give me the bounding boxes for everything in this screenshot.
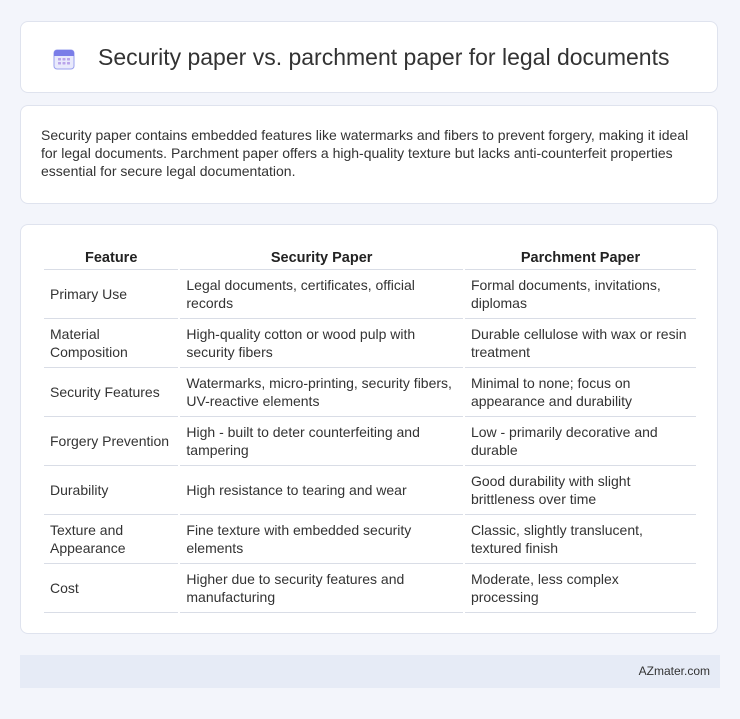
feature-cell: Material Composition	[44, 319, 178, 368]
security-paper-cell: Watermarks, micro-printing, security fibers, UV-reactive elements	[180, 368, 463, 417]
header-feature: Feature	[44, 247, 178, 270]
footer-site-link[interactable]: AZmater.com	[638, 664, 710, 678]
parchment-paper-cell: Formal documents, invitations, diplomas	[465, 270, 696, 319]
feature-cell: Security Features	[44, 368, 178, 417]
feature-cell: Forgery Prevention	[44, 417, 178, 466]
parchment-paper-cell: Classic, slightly translucent, textured finish	[465, 515, 696, 564]
header-security-paper: Security Paper	[180, 247, 463, 270]
title-card	[20, 21, 718, 93]
feature-cell: Primary Use	[44, 270, 178, 319]
parchment-paper-cell: Durable cellulose with wax or resin treatment	[465, 319, 696, 368]
comparison-table-card	[20, 224, 718, 634]
feature-cell: Durability	[44, 466, 178, 515]
page-title: Security paper vs. parchment paper for legal documents	[98, 44, 670, 70]
table-row	[44, 466, 696, 515]
security-paper-cell: Higher due to security features and manufacturing	[180, 564, 463, 613]
security-paper-cell: High-quality cotton or wood pulp with security fibers	[180, 319, 463, 368]
table-row	[44, 564, 696, 613]
security-paper-cell: High - built to deter counterfeiting and tampering	[180, 417, 463, 466]
security-paper-cell: High resistance to tearing and wear	[180, 466, 463, 515]
parchment-paper-cell: Moderate, less complex processing	[465, 564, 696, 613]
table-row	[44, 319, 696, 368]
table-header-row	[44, 247, 696, 270]
intro-card	[20, 105, 718, 204]
calendar-icon	[52, 47, 76, 71]
table-row	[44, 368, 696, 417]
table-row	[44, 270, 696, 319]
parchment-paper-cell: Low - primarily decorative and durable	[465, 417, 696, 466]
comparison-table	[42, 247, 698, 613]
footer-bar	[20, 655, 720, 688]
feature-cell: Texture and Appearance	[44, 515, 178, 564]
intro-paragraph: Security paper contains embedded features like watermarks and fibers to prevent forgery, making it ideal for legal documents. Parchment paper offers a high-quality texture but lacks anti-counterfeit properties essential for secure legal documentation.	[41, 127, 689, 179]
header-parchment-paper: Parchment Paper	[465, 247, 696, 270]
table-row	[44, 515, 696, 564]
feature-cell: Cost	[44, 564, 178, 613]
table-row	[44, 417, 696, 466]
parchment-paper-cell: Minimal to none; focus on appearance and durability	[465, 368, 696, 417]
security-paper-cell: Fine texture with embedded security elements	[180, 515, 463, 564]
parchment-paper-cell: Good durability with slight brittleness over time	[465, 466, 696, 515]
security-paper-cell: Legal documents, certificates, official records	[180, 270, 463, 319]
